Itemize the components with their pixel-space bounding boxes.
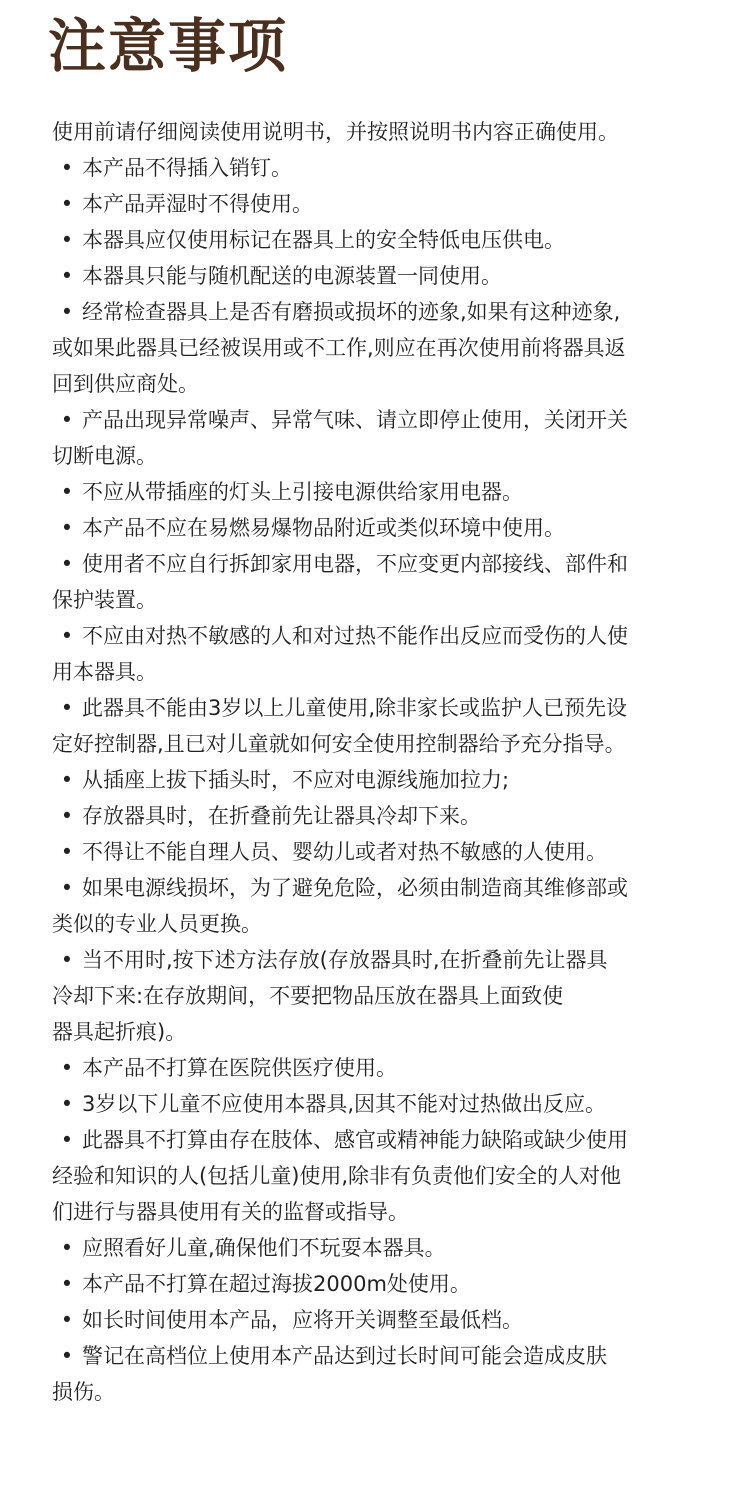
bullet-icon: • <box>60 192 74 216</box>
bullet-line <box>52 834 712 870</box>
line-text: 本器具应仅使用标记在器具上的安全特低电压供电。 <box>82 228 565 252</box>
bullet-icon: • <box>60 876 74 900</box>
bullet-line <box>52 870 712 906</box>
line-text: 本产品弄湿时不得使用。 <box>82 192 313 216</box>
bullet-line <box>52 402 712 438</box>
bullet-icon: • <box>60 696 74 720</box>
bullet-line <box>52 222 712 258</box>
bullet-icon: • <box>60 480 74 504</box>
line-text: 使用前请仔细阅读使用说明书，并按照说明书内容正确使用。 <box>52 120 619 144</box>
bullet-icon: • <box>60 1236 74 1260</box>
line-text: 或如果此器具已经被误用或不工作,则应在再次使用前将器具返 <box>52 336 626 360</box>
continuation-line <box>52 582 712 618</box>
bullet-line <box>52 1302 712 1338</box>
bullet-icon: • <box>60 624 74 648</box>
line-text: 应照看好儿童,确保他们不玩耍本器具。 <box>82 1236 446 1260</box>
line-text: 如果电源线损坏，为了避免危险，必须由制造商其维修部或 <box>82 876 628 900</box>
line-text: 冷却下来:在存放期间，不要把物品压放在器具上面致使 <box>52 984 564 1008</box>
continuation-line <box>52 1194 712 1230</box>
continuation-line <box>52 1374 712 1410</box>
bullet-icon: • <box>60 300 74 324</box>
line-text: 类似的专业人员更换。 <box>52 912 262 936</box>
line-text: 存放器具时，在折叠前先让器具冷却下来。 <box>82 804 481 828</box>
bullet-icon: • <box>60 1056 74 1080</box>
bullet-line <box>52 1122 712 1158</box>
line-text: 警记在高档位上使用本产品达到过长时间可能会造成皮肤 <box>82 1344 607 1368</box>
continuation-line <box>52 654 712 690</box>
line-text: 如长时间使用本产品，应将开关调整至最低档。 <box>82 1308 523 1332</box>
bullet-icon: • <box>60 1344 74 1368</box>
line-text: 从插座上拔下插头时，不应对电源线施加拉力; <box>82 768 510 792</box>
bullet-icon: • <box>60 948 74 972</box>
line-text: 损伤。 <box>52 1380 115 1404</box>
line-text: 不应由对热不敏感的人和对过热不能作出反应而受伤的人使 <box>82 624 628 648</box>
bullet-line <box>52 1230 712 1266</box>
bullet-line <box>52 942 712 978</box>
bullet-icon: • <box>60 264 74 288</box>
line-text: 定好控制器,且已对儿童就如何安全使用控制器给予充分指导。 <box>52 732 626 756</box>
notice-content <box>52 114 712 1410</box>
line-text: 3岁以下儿童不应使用本器具,因其不能对过热做出反应。 <box>82 1092 607 1116</box>
line-text: 不得让不能自理人员、婴幼儿或者对热不敏感的人使用。 <box>82 840 607 864</box>
bullet-icon: • <box>60 408 74 432</box>
continuation-line <box>52 366 712 402</box>
bullet-line <box>52 474 712 510</box>
line-text: 保护装置。 <box>52 588 157 612</box>
line-text: 切断电源。 <box>52 444 157 468</box>
bullet-line <box>52 1050 712 1086</box>
bullet-line <box>52 546 712 582</box>
line-text: 本器具只能与随机配送的电源装置一同使用。 <box>82 264 502 288</box>
bullet-line <box>52 1086 712 1122</box>
bullet-line <box>52 510 712 546</box>
bullet-icon: • <box>60 1128 74 1152</box>
line-text: 此器具不能由3岁以上儿童使用,除非家长或监护人已预先设 <box>82 696 628 720</box>
bullet-icon: • <box>60 228 74 252</box>
continuation-line <box>52 330 712 366</box>
bullet-icon: • <box>60 1092 74 1116</box>
bullet-line <box>52 690 712 726</box>
bullet-line <box>52 1266 712 1302</box>
line-text: 不应从带插座的灯头上引接电源供给家用电器。 <box>82 480 523 504</box>
bullet-icon: • <box>60 804 74 828</box>
line-text: 本产品不打算在医院供医疗使用。 <box>82 1056 397 1080</box>
continuation-line <box>52 438 712 474</box>
bullet-line <box>52 798 712 834</box>
intro-line <box>52 114 712 150</box>
continuation-line <box>52 978 712 1014</box>
bullet-icon: • <box>60 516 74 540</box>
line-text: 此器具不打算由存在肢体、感官或精神能力缺陷或缺少使用 <box>82 1128 628 1152</box>
bullet-icon: • <box>60 1308 74 1332</box>
continuation-line <box>52 726 712 762</box>
line-text: 本产品不打算在超过海拔2000m处使用。 <box>82 1272 471 1296</box>
continuation-line <box>52 1014 712 1050</box>
line-text: 产品出现异常噪声、异常气味、请立即停止使用，关闭开关 <box>82 408 628 432</box>
line-text: 用本器具。 <box>52 660 157 684</box>
line-text: 回到供应商处。 <box>52 372 199 396</box>
bullet-line <box>52 1338 712 1374</box>
bullet-line <box>52 294 712 330</box>
line-text: 本产品不应在易燃易爆物品附近或类似环境中使用。 <box>82 516 565 540</box>
bullet-icon: • <box>60 768 74 792</box>
page-title: 注意事项 <box>48 12 289 80</box>
bullet-icon: • <box>60 156 74 180</box>
continuation-line <box>52 906 712 942</box>
bullet-line <box>52 762 712 798</box>
continuation-line <box>52 1158 712 1194</box>
bullet-icon: • <box>60 840 74 864</box>
line-text: 使用者不应自行拆卸家用电器，不应变更内部接线、部件和 <box>82 552 628 576</box>
bullet-icon: • <box>60 1272 74 1296</box>
line-text: 们进行与器具使用有关的监督或指导。 <box>52 1200 409 1224</box>
bullet-icon: • <box>60 552 74 576</box>
line-text: 经常检查器具上是否有磨损或损坏的迹象,如果有这种迹象, <box>82 300 621 324</box>
line-text: 本产品不得插入销钉。 <box>82 156 292 180</box>
line-text: 当不用时,按下述方法存放(存放器具时,在折叠前先让器具 <box>82 948 608 972</box>
line-text: 经验和知识的人(包括儿童)使用,除非有负责他们安全的人对他 <box>52 1164 622 1188</box>
line-text: 器具起折痕)。 <box>52 1020 187 1044</box>
bullet-line <box>52 618 712 654</box>
bullet-line <box>52 186 712 222</box>
bullet-line <box>52 258 712 294</box>
bullet-line <box>52 150 712 186</box>
